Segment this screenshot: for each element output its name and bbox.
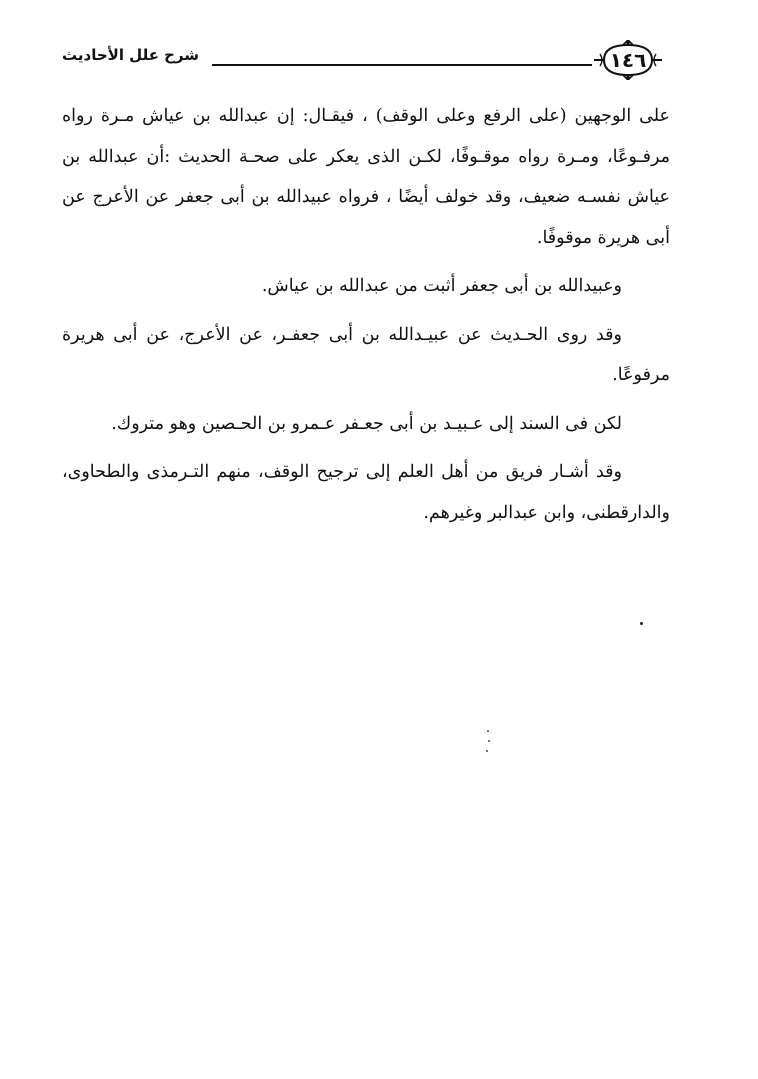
text-line: الحديث :أن عبدالله بن عياش نفسـه ضعيف، وقد خولف أيضًا ، فرواه (62, 146, 670, 207)
text-line: عبيدالله بن أبى جعفر عن الأعرج عن أبى هريرة موقوفًا. (62, 187, 670, 248)
text-line: لكن فى السند إلى عـبيـد بن أبى جعـفر عـمرو بن الحـصين وهو (169, 413, 622, 434)
paragraph-4 (62, 404, 670, 445)
text-line: وعبيدالله بن أبى جعفر أثبت من عبدالله بن عياش. (261, 276, 622, 296)
text-line: أبى هريرة مرفوعًا. (62, 324, 670, 385)
header-rule (212, 64, 592, 66)
text-line: والطحاوى، والدارقطنى، وابن عبدالبر وغيرهم. (62, 462, 670, 523)
page-number: ١٤٦ (609, 48, 647, 72)
paragraph-3 (62, 315, 670, 396)
paragraph-5 (62, 452, 670, 533)
running-title: شرح علل الأحاديث (62, 46, 200, 64)
text-line: على الوجهين (على الرفع وعلى الوقف) ، فيقـال: إن عبدالله بن عياش (142, 106, 670, 126)
text-line: مـرة رواه مرفـوعًا، ومـرة رواه موقـوفًا، لكـن الذى يعكر على صحـة (62, 106, 670, 167)
scan-speck (640, 622, 643, 625)
text-line: وقد روى الحـديث عن عبيـدالله بن أبى جعفـر، عن الأعرج، عن (146, 324, 622, 345)
body-text (62, 96, 670, 541)
text-line: وقد أشـار فريق من أهل العلم إلى ترجيح الوقف، منهم التـرمذى (146, 462, 622, 482)
scan-speck-cluster (486, 730, 490, 756)
page-number-ornament (590, 40, 666, 80)
paragraph-1 (62, 96, 670, 258)
text-line: متروك. (111, 413, 164, 434)
page-header (60, 38, 670, 86)
paragraph-2 (62, 266, 670, 307)
